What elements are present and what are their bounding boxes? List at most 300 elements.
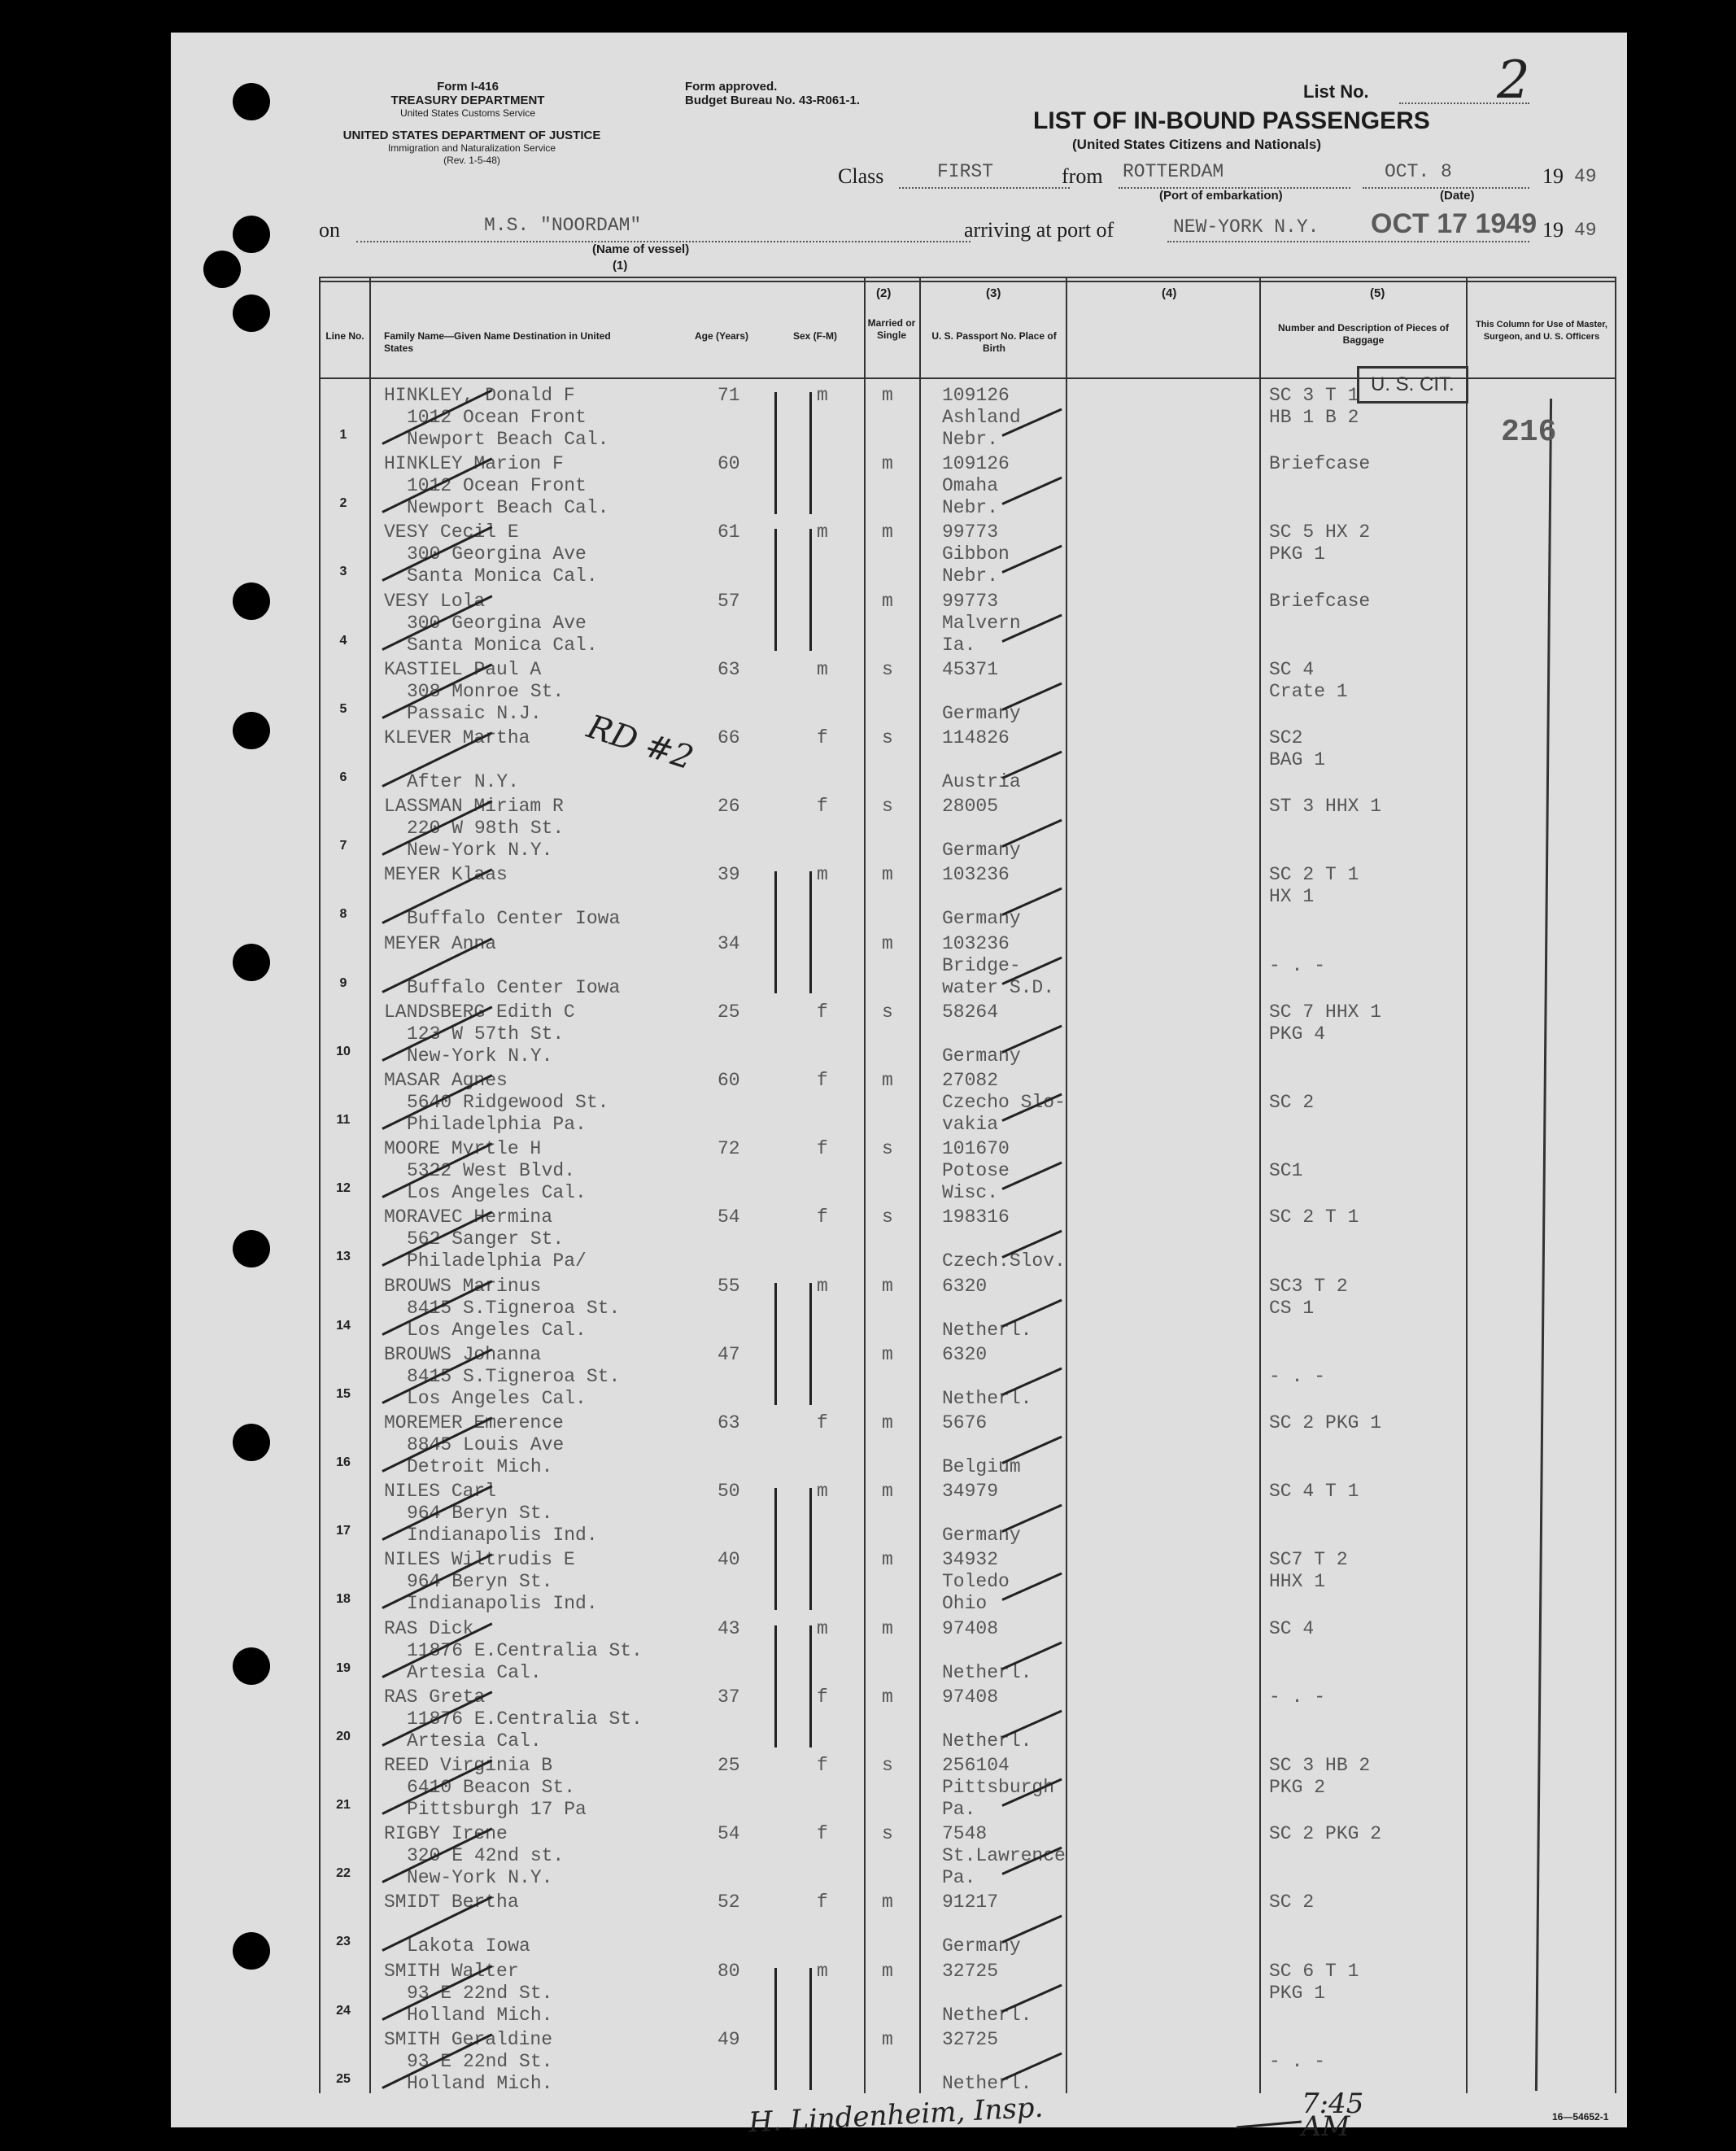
table-row xyxy=(319,725,1615,793)
baggage-line-1: SC3 T 2 xyxy=(1269,1275,1348,1297)
sex: m xyxy=(817,1481,828,1503)
age: 61 xyxy=(718,521,740,543)
passenger-name: RAS Dick xyxy=(384,1617,474,1639)
passport-number: 32725 xyxy=(942,2028,999,2050)
baggage-line-2: - . - xyxy=(1269,2050,1326,2072)
document-page xyxy=(171,33,1627,2143)
table-row xyxy=(319,1204,1615,1272)
passenger-name: REED Virginia B xyxy=(384,1755,553,1776)
place-of-birth-2: Austria xyxy=(942,771,1021,792)
baggage-line-1: SC 3 HB 2 xyxy=(1269,1755,1371,1776)
age: 39 xyxy=(718,864,740,886)
col-header-baggage: Number and Description of Pieces of Baggage xyxy=(1277,322,1450,346)
year-prefix-2: 19 xyxy=(1542,218,1564,242)
baggage-line-2: - . - xyxy=(1269,1365,1326,1387)
customs-service: United States Customs Service xyxy=(399,107,536,119)
passport-number: 101670 xyxy=(942,1138,1010,1160)
age: 25 xyxy=(718,1755,740,1776)
passport-tick-mark xyxy=(1001,888,1062,916)
destination-line-1: 93 E 22nd St. xyxy=(407,1982,553,2004)
line-number: 19 xyxy=(336,1660,351,1675)
binder-hole xyxy=(233,83,270,120)
age: 43 xyxy=(718,1617,740,1639)
passport-number: 7548 xyxy=(942,1823,988,1845)
table-row xyxy=(319,1478,1615,1547)
destination-line-1: 300 Georgina Ave xyxy=(407,612,587,634)
revision-date: (Rev. 1-5-48) xyxy=(443,155,500,166)
line-number: 2 xyxy=(339,496,347,511)
age: 66 xyxy=(718,727,740,748)
sex: f xyxy=(817,1206,828,1228)
sex: f xyxy=(817,1686,828,1708)
destination-line-1: 11876 E.Centralia St. xyxy=(407,1639,643,1661)
age: 80 xyxy=(718,1960,740,1982)
passport-tick-mark xyxy=(1001,1709,1062,1738)
destination-line-1: 308 Monroe St. xyxy=(407,680,565,702)
passenger-name: LASSMAN Miriam R xyxy=(384,796,564,818)
destination-line-2: Los Angeles Cal. xyxy=(407,1319,587,1341)
col-number-5: (5) xyxy=(1370,286,1385,300)
document-subtitle: (United States Citizens and Nationals) xyxy=(1072,137,1322,152)
destination-line-2: Artesia Cal. xyxy=(407,1661,542,1683)
marital-status: m xyxy=(882,2028,893,2050)
baggage-line-2: PKG 1 xyxy=(1269,543,1326,565)
us-citizen-stamp: U. S. CIT. xyxy=(1357,366,1468,404)
arriving-label: arriving at port of xyxy=(964,218,1114,242)
age: 50 xyxy=(718,1481,740,1503)
passport-tick-mark xyxy=(1001,751,1062,779)
department-of-justice: UNITED STATES DEPARTMENT OF JUSTICE xyxy=(342,129,601,142)
passport-tick-mark xyxy=(1001,1367,1062,1395)
place-of-birth-2: Netherl. xyxy=(942,1387,1032,1409)
sex: f xyxy=(817,1070,828,1091)
place-of-birth-2: Germany xyxy=(942,840,1021,862)
line-number: 13 xyxy=(336,1250,351,1264)
passenger-name: MEYER Klaas xyxy=(384,864,508,886)
col-number-3: (3) xyxy=(986,286,1001,300)
marital-status: s xyxy=(882,727,893,748)
age: 25 xyxy=(718,1001,740,1023)
destination-line-1: 1012 Ocean Front xyxy=(407,475,587,497)
passenger-name: SMITH Walter xyxy=(384,1960,519,1982)
sex: f xyxy=(817,1001,828,1023)
sex: m xyxy=(817,521,828,543)
line-number: 14 xyxy=(336,1318,351,1333)
arrival-port: NEW-YORK N.Y. xyxy=(1173,216,1319,238)
place-of-birth-2: Wisc. xyxy=(942,1182,999,1204)
passport-number: 6320 xyxy=(942,1343,988,1365)
baggage-line-2: PKG 1 xyxy=(1269,1982,1326,2004)
table-row xyxy=(319,1821,1615,1889)
sex: f xyxy=(817,1138,828,1160)
port-of-embarkation-label: (Port of embarkation) xyxy=(1159,189,1283,203)
passenger-name: NILES Wiltrudis E xyxy=(384,1549,575,1571)
col-header-married: Married or Single xyxy=(867,317,916,341)
vessel-name-label: (Name of vessel) xyxy=(592,242,690,256)
date-value: OCT. 8 xyxy=(1385,161,1452,182)
marital-status: m xyxy=(882,1891,893,1913)
baggage-line-1: SC 2 PKG 2 xyxy=(1269,1823,1382,1845)
destination-line-1: 8415 S.Tigneroa St. xyxy=(407,1297,621,1319)
passport-number: 28005 xyxy=(942,796,999,818)
place-of-birth-1: Malvern xyxy=(942,612,1021,634)
arrival-line xyxy=(1167,241,1529,242)
line-number: 24 xyxy=(336,2003,351,2018)
baggage-line-1: SC2 xyxy=(1269,727,1303,748)
place-of-birth-2: Nebr. xyxy=(942,497,999,519)
marital-status: m xyxy=(882,1686,893,1708)
destination-line-1: 123 W 57th St. xyxy=(407,1023,565,1045)
table-top-rule-2 xyxy=(319,281,1615,282)
place-of-birth-2: water S.D. xyxy=(942,976,1055,998)
place-of-birth-2: Pa. xyxy=(942,1867,976,1889)
line-number: 1 xyxy=(339,428,347,442)
table-row xyxy=(319,519,1615,587)
passport-tick-mark xyxy=(1001,819,1062,848)
line-number: 21 xyxy=(336,1798,351,1812)
passenger-name: HINKLEY, Donald F xyxy=(384,385,575,406)
place-of-birth-1: Potose xyxy=(942,1160,1010,1182)
passport-number: 45371 xyxy=(942,658,999,680)
arrival-time: 7:45 AM xyxy=(1302,2088,1364,2143)
destination-line-2: Buffalo Center Iowa xyxy=(407,976,621,998)
form-approved: Form approved. xyxy=(685,80,778,94)
destination-line-2: Buffalo Center Iowa xyxy=(407,908,621,930)
col-number-1: (1) xyxy=(613,259,628,273)
passport-tick-mark xyxy=(1001,1024,1062,1053)
place-of-birth-2: Czech.Slov. xyxy=(942,1250,1066,1272)
baggage-line-1: SC 5 HX 2 xyxy=(1269,521,1371,543)
line-number: 25 xyxy=(336,2071,351,2086)
baggage-line-1: SC 2 T 1 xyxy=(1269,864,1359,886)
passenger-name: RIGBY Irene xyxy=(384,1823,508,1845)
place-of-birth-2: Netherl. xyxy=(942,2072,1032,2094)
destination-line-1: 8415 S.Tigneroa St. xyxy=(407,1365,621,1387)
binder-hole xyxy=(233,582,270,620)
passport-number: 5676 xyxy=(942,1412,988,1433)
age: 55 xyxy=(718,1275,740,1297)
document-title: LIST OF IN-BOUND PASSENGERS xyxy=(1033,107,1430,134)
passport-tick-mark xyxy=(1001,1162,1062,1190)
passport-number: 97408 xyxy=(942,1617,999,1639)
baggage-line-2: HB 1 B 2 xyxy=(1269,407,1359,428)
passport-tick-mark xyxy=(1001,1298,1062,1327)
table-row xyxy=(319,1342,1615,1410)
ins-service: Immigration and Naturalization Service xyxy=(387,142,556,154)
binder-hole xyxy=(233,1424,270,1461)
list-number-label: List No. xyxy=(1303,81,1369,102)
signature-dash xyxy=(1237,2121,1302,2129)
age: 54 xyxy=(718,1823,740,1845)
table-row xyxy=(319,1958,1615,2027)
baggage-line-2: - . - xyxy=(1269,954,1326,976)
passport-tick-mark xyxy=(1001,1504,1062,1533)
marital-status: m xyxy=(882,864,893,886)
line-number: 12 xyxy=(336,1181,351,1196)
destination-line-2: Holland Mich. xyxy=(407,2072,553,2094)
destination-line-2: Newport Beach Cal. xyxy=(407,429,609,450)
place-of-birth-2: Netherl. xyxy=(942,1661,1032,1683)
passport-tick-mark xyxy=(1001,1641,1062,1669)
sex: f xyxy=(817,1891,828,1913)
passport-number: 103236 xyxy=(942,932,1010,954)
destination-line-1: 964 Beryn St. xyxy=(407,1503,553,1525)
passport-tick-mark xyxy=(1001,1436,1062,1464)
table-row xyxy=(319,1067,1615,1136)
list-number-value: 2 xyxy=(1497,50,1530,111)
col-header-name: Family Name—Given Name Destination in United States xyxy=(384,330,611,354)
passport-number: 34979 xyxy=(942,1481,999,1503)
place-of-birth-2: Germany xyxy=(942,702,1021,724)
binder-hole xyxy=(233,944,270,981)
line-number: 16 xyxy=(336,1455,351,1469)
marital-status: m xyxy=(882,1549,893,1571)
line-number: 6 xyxy=(339,770,347,784)
baggage-line-1: ST 3 HHX 1 xyxy=(1269,796,1382,818)
destination-line-2: Indianapolis Ind. xyxy=(407,1593,598,1615)
destination-line-2: Pittsburgh 17 Pa xyxy=(407,1799,587,1820)
passport-number: 114826 xyxy=(942,727,1010,748)
destination-line-2: Philadelphia Pa/ xyxy=(407,1250,587,1272)
marital-status: s xyxy=(882,1206,893,1228)
line-number: 9 xyxy=(339,975,347,990)
destination-line-2: Los Angeles Cal. xyxy=(407,1387,587,1409)
place-of-birth-2: Netherl. xyxy=(942,1319,1032,1341)
col-header-age: Age (Years) xyxy=(694,330,749,342)
col-header-officer: This Column for Use of Master, Surgeon, and U. S. Officers xyxy=(1476,320,1607,342)
marital-status: s xyxy=(882,1823,893,1845)
table-top-rule xyxy=(319,277,1615,278)
destination-line-2: New-York N.Y. xyxy=(407,1867,553,1889)
passenger-table xyxy=(319,277,1615,2093)
passport-number: 109126 xyxy=(942,453,1010,475)
age: 47 xyxy=(718,1343,740,1365)
sex: m xyxy=(817,1617,828,1639)
table-row xyxy=(319,1273,1615,1342)
table-row xyxy=(319,1752,1615,1821)
passport-number: 97408 xyxy=(942,1686,999,1708)
footer-code: 16—54652-1 xyxy=(1552,2111,1609,2123)
passenger-name: MORAVEC Hermina xyxy=(384,1206,553,1228)
table-row xyxy=(319,1616,1615,1684)
sex: f xyxy=(817,727,828,748)
place-of-birth-2: Belgium xyxy=(942,1456,1021,1477)
place-of-birth-2: Germany xyxy=(942,1935,1021,1957)
class-line xyxy=(899,187,1070,189)
place-of-birth-2: vakia xyxy=(942,1114,999,1135)
line-number: 4 xyxy=(339,633,347,648)
passport-number: 32725 xyxy=(942,1960,999,1982)
passport-tick-mark xyxy=(1001,2052,1062,2080)
passenger-name: BROUWS Johanna xyxy=(384,1343,542,1365)
line-number: 5 xyxy=(339,701,347,716)
passenger-name: MEYER Anna xyxy=(384,932,497,954)
place-of-birth-2: Ia. xyxy=(942,634,976,656)
marital-status: m xyxy=(882,1617,893,1639)
passport-number: 99773 xyxy=(942,590,999,612)
marital-status: m xyxy=(882,1275,893,1297)
baggage-line-1: - . - xyxy=(1269,1686,1326,1708)
passport-number: 91217 xyxy=(942,1891,999,1913)
line-number: 3 xyxy=(339,565,347,579)
destination-line-1: 300 Georgina Ave xyxy=(407,543,587,565)
binder-hole xyxy=(233,295,270,332)
age: 54 xyxy=(718,1206,740,1228)
table-row xyxy=(319,862,1615,930)
destination-line-1: 11876 E.Centralia St. xyxy=(407,1708,643,1730)
place-of-birth-2: Germany xyxy=(942,1525,1021,1547)
marital-status: m xyxy=(882,590,893,612)
passport-number: 256104 xyxy=(942,1755,1010,1776)
baggage-line-1: SC 2 xyxy=(1269,1891,1315,1913)
line-number: 10 xyxy=(336,1044,351,1058)
marital-status: s xyxy=(882,1138,893,1160)
passenger-name: SMITH Geraldine xyxy=(384,2028,553,2050)
age: 37 xyxy=(718,1686,740,1708)
passenger-name: RAS Greta xyxy=(384,1686,486,1708)
table-row xyxy=(319,999,1615,1067)
marital-status: s xyxy=(882,796,893,818)
age: 63 xyxy=(718,1412,740,1433)
form-number: Form I-416 xyxy=(437,80,499,94)
baggage-line-2: PKG 2 xyxy=(1269,1777,1326,1798)
passport-number: 198316 xyxy=(942,1206,1010,1228)
age: 63 xyxy=(718,658,740,680)
age: 60 xyxy=(718,453,740,475)
baggage-line-1: SC 7 HHX 1 xyxy=(1269,1001,1382,1023)
place-of-birth-2: Pa. xyxy=(942,1799,976,1820)
year-value-1: 49 xyxy=(1574,166,1597,187)
baggage-line-1: SC 4 T 1 xyxy=(1269,1481,1359,1503)
place-of-birth-2: Nebr. xyxy=(942,429,999,450)
marital-status: m xyxy=(882,1343,893,1365)
passport-number: 58264 xyxy=(942,1001,999,1023)
sex: m xyxy=(817,864,828,886)
sex: m xyxy=(817,1960,828,1982)
marital-status: m xyxy=(882,1481,893,1503)
age: 49 xyxy=(718,2028,740,2050)
destination-line-2: After N.Y. xyxy=(407,771,520,792)
place-of-birth-1: Toledo xyxy=(942,1571,1010,1593)
age: 40 xyxy=(718,1549,740,1571)
place-of-birth-1: St.Lawrence xyxy=(942,1845,1066,1867)
destination-line-2: Holland Mich. xyxy=(407,2004,553,2026)
place-of-birth-1: Ashland xyxy=(942,407,1021,428)
col-header-passport: U. S. Passport No. Place of Birth xyxy=(931,330,1057,354)
class-value: FIRST xyxy=(937,161,994,182)
col-number-4: (4) xyxy=(1162,286,1177,300)
place-of-birth-1: Czecho Slo- xyxy=(942,1092,1066,1113)
col-header-sex: Sex (F-M) xyxy=(793,330,837,342)
passport-number: 103236 xyxy=(942,864,1010,886)
baggage-line-2: SC 2 xyxy=(1269,1092,1315,1113)
marital-status: m xyxy=(882,521,893,543)
treasury-department: TREASURY DEPARTMENT xyxy=(390,94,545,107)
sex: f xyxy=(817,1412,828,1433)
passport-tick-mark xyxy=(1001,545,1062,574)
marital-status: s xyxy=(882,1001,893,1023)
destination-line-2: Detroit Mich. xyxy=(407,1456,553,1477)
rd-annotation: RD #2 xyxy=(582,708,698,778)
passport-tick-mark xyxy=(1001,1573,1062,1601)
baggage-line-1: SC7 T 2 xyxy=(1269,1549,1348,1571)
destination-line-1: 5640 Ridgewood St. xyxy=(407,1092,609,1113)
baggage-line-1: SC 2 PKG 1 xyxy=(1269,1412,1382,1433)
sex: m xyxy=(817,1275,828,1297)
baggage-line-2: BAG 1 xyxy=(1269,749,1326,770)
destination-line-2: New-York N.Y. xyxy=(407,840,553,862)
marital-status: m xyxy=(882,1412,893,1433)
col-header-line: Line No. xyxy=(325,330,364,342)
binder-hole xyxy=(233,1647,270,1685)
table-row xyxy=(319,1684,1615,1752)
destination-line-1: 220 W 98th St. xyxy=(407,818,565,840)
baggage-line-1: SC 4 xyxy=(1269,658,1315,680)
sex: f xyxy=(817,1823,828,1845)
passenger-name: LANDSBERG Edith C xyxy=(384,1001,575,1023)
table-row xyxy=(319,1547,1615,1615)
baggage-line-1: SC 4 xyxy=(1269,1617,1315,1639)
line-number: 11 xyxy=(336,1113,351,1127)
passport-number: 99773 xyxy=(942,521,999,543)
sex: m xyxy=(817,658,828,680)
passenger-name: MASAR Agnes xyxy=(384,1070,508,1091)
line-number: 7 xyxy=(339,839,347,853)
baggage-line-2: Crate 1 xyxy=(1269,680,1348,702)
date-label: (Date) xyxy=(1440,189,1475,203)
binder-hole xyxy=(233,712,270,749)
destination-line-2: Newport Beach Cal. xyxy=(407,497,609,519)
place-of-birth-1: Bridge- xyxy=(942,954,1021,976)
age: 52 xyxy=(718,1891,740,1913)
passenger-name: KLEVER Martha xyxy=(384,727,530,748)
code-stamp: 216 xyxy=(1501,415,1557,450)
line-number: 22 xyxy=(336,1866,351,1881)
column-divider xyxy=(1615,277,1616,2093)
marital-status: m xyxy=(882,453,893,475)
destination-line-1: 964 Beryn St. xyxy=(407,1571,553,1593)
destination-line-1: 8845 Louis Ave xyxy=(407,1434,565,1455)
passport-number: 34932 xyxy=(942,1549,999,1571)
marital-status: s xyxy=(882,1755,893,1776)
place-of-birth-2: Germany xyxy=(942,908,1021,930)
passenger-name: KASTIEL Paul A xyxy=(384,658,542,680)
line-number: 18 xyxy=(336,1592,351,1607)
destination-line-1: 320 E 42nd st. xyxy=(407,1845,565,1867)
line-number: 15 xyxy=(336,1386,351,1401)
place-of-birth-1: Pittsburgh xyxy=(942,1777,1055,1798)
marital-status: m xyxy=(882,1960,893,1982)
destination-line-2: Indianapolis Ind. xyxy=(407,1525,598,1547)
table-row xyxy=(319,1889,1615,1957)
destination-line-1: 1012 Ocean Front xyxy=(407,407,587,428)
line-number: 23 xyxy=(336,1935,351,1949)
table-row xyxy=(319,931,1615,999)
age: 26 xyxy=(718,796,740,818)
passenger-name: VESY Lola xyxy=(384,590,486,612)
passport-tick-mark xyxy=(1001,1915,1062,1944)
class-label: Class xyxy=(838,164,884,188)
passport-number: 109126 xyxy=(942,385,1010,406)
arrival-date-stamp: OCT 17 1949 xyxy=(1371,208,1538,239)
age: 71 xyxy=(718,385,740,406)
destination-line-1: 562 Sanger St. xyxy=(407,1228,565,1250)
age: 60 xyxy=(718,1070,740,1091)
place-of-birth-2: Germany xyxy=(942,1045,1021,1067)
table-row xyxy=(319,1136,1615,1204)
col-number-2: (2) xyxy=(876,286,892,300)
place-of-birth-2: Nebr. xyxy=(942,565,999,587)
